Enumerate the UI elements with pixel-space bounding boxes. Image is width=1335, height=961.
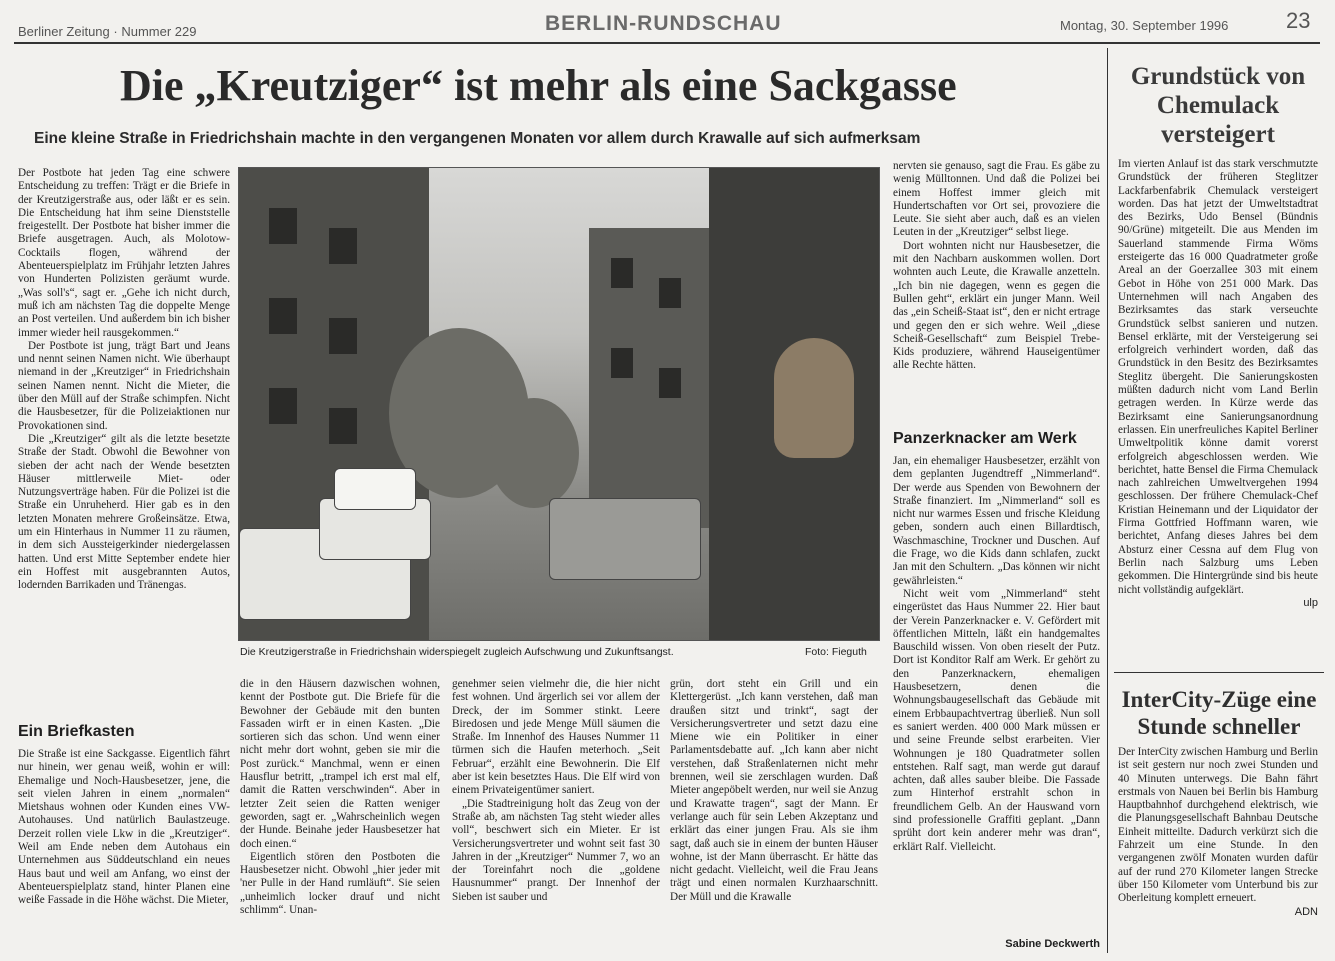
paragraph: Eigentlich stören den Postboten die Hausbesetzer nicht. Obwohl „hier jeder mit 'ner Pulle in der Hand rumläuft“. Sie seien „unheimlich locker drauf und nicht schlimm“. Unan- xyxy=(240,850,440,917)
paragraph: genehmer seien vielmehr die, die hier nicht fest wohnen. Und ärgerlich sei vor allem der Dreck, der im Sommer stinkt. Leere Biredosen und jede Menge Müll säumen die Straße. Im Innenhof des Hauses Nummer 11 türmen sich die Haufen meterhoch. „Seit Februar“, erzählt eine Bewohnerin. Die Elf aber ist kein besetztes Haus. Die Elf wird von einem Privateigentümer saniert. xyxy=(452,678,660,797)
paragraph: Im vierten Anlauf ist das stark verschmutzte Grundstück der früheren Steglitzer Lackfarbenfabrik Chemulack versteigert worden. Das hat jetzt der Umweltstadtrat des Bezirks, Udo Bensel (Bündnis 90/Grüne) mitgeteilt. Die aus Menden im Sauerland stammende Firma Wöms ersteigerte das 16 000 Quadratmeter große Areal an der Goerzallee 303 mit einem Gebot in Höhe von 251 000 Mark. Das Unternehmen will nach Angaben des Bezirksamtes das stark verseuchte Grundstück selbst sanieren und nutzen. Bensel erklärte, mit der Versteigerung sei erfolgreich verhindert worden, daß das Grundstück in den Besitz des Bezirksamtes Steglitz übergeht. Die Sanierungskosten müßten dadurch nicht vom Land Berlin getragen werden. In Kürze werde das Bezirksamt eine Sanierungsanordnung erlassen. Ein unerfreuliches Kapitel Berliner Umweltpolitik könne damit vorerst erfolgreich abgeschlossen werden. Wie berichtet, hatte Bensel die Firma Chemulack nach zahlreichen Umweltvergehen 1994 geschlossen. Der frühere Chemulack-Chef Kristian Heinemann und der Liquidator der Firma Gottfried Hoffmann waren, wie berichtet, Anfang dieses Jahres bei dem Absturz einer Cessna auf dem Flug von Berlin nach Salzburg ums Leben gekommen. Die Hintergründe sind bis heute nicht vollständig aufgeklärt. xyxy=(1118,158,1318,596)
paragraph: Die Straße ist eine Sackgasse. Eigentlich fährt nur hinein, wer genau weiß, wohin er will: Ehemalige und Noch-Hausbesetzer, jene, die seit vielen Jahren in einem „normalen“ Mietshaus wohnen oder Kunden eines VW-Autohauses. Und natürlich Baulastzeuge. Derzeit rollen viele Lkw in die „Kreutziger“. Weil am Ende neben dem Autohaus ein Unternehmen aus Süddeutschland ein neues Haus baut und weil am Anfang, wo einst der Abenteuerspielplatz stand, hinter Planen eine weiße Fassade in die Höhe wächst. Die Mieter, xyxy=(18,748,230,907)
paragraph: Der Postbote ist jung, trägt Bart und Jeans und nennt seinen Namen nicht. Wie überhaupt niemand in der „Kreutziger“ in Friedrichshain seinen Namen nennt. Nicht die Mieter, die über den Müll auf der Straße schimpfen. Nicht die Hausbesetzer, für die Polizeiaktionen nur Provokationen sind. xyxy=(18,339,230,432)
subheading-briefkasten: Ein Briefkasten xyxy=(18,723,135,740)
paragraph: Die „Kreutziger“ gilt als die letzte besetzte Straße der Stadt. Obwohl die Bewohner von sieben der acht nach der Wende besetzten Häuser mittlerweile Miet- oder Nutzungsverträge haben. Für die Polizei ist die Straße ein Unruheherd. Hier gab es in den letzten Monaten mehrere Großeinsätze. Etwa, um ein Hinterhaus in Nummer 11 zu räumen, in dem sich Aussteigerkinder niedergelassen hatten. Und erst Mitte September endete hier ein Hoffest mit ausgebrannten Autos, lodernden Barrikaden und Tränengas. xyxy=(18,432,230,592)
paragraph: die in den Häusern dazwischen wohnen, kennt der Postbote gut. Die Briefe für die Bewohner der Gebäude mit den bunten Fassaden wirft er in einen Kasten. „Die sortieren sich das schon. Und wenn einer nicht mehr dort wohnt, geben sie mir die Post zurück.“ Manchmal, wenn er einen Hausflur betritt, „trampel ich erst mal elf, damit die Ratten verschwinden“. Aber in letzter Zeit seien die Ratten weniger geworden, sagt er. „Wahrscheinlich wegen der Hunde. Beinahe jeder Hausbesetzer hat doch einen.“ xyxy=(240,678,440,850)
paragraph: „Die Stadtreinigung holt das Zeug von der Straße ab, am nächsten Tag steht wieder alles voll“, beschwert sich ein Mieter. Er ist Versicherungsvertreter und wohnt seit fast 30 Jahren in der „Kreutziger“ Nummer 7, wo an der Toreinfahrt noch die „goldene Hausnummer“ prangt. Der Innenhof der Sieben ist sauber und xyxy=(452,797,660,903)
side-headline-2: InterCity-Züge eine Stunde schneller xyxy=(1121,687,1317,739)
side-headline-1: Grundstück von Chemulack versteigert xyxy=(1130,63,1306,148)
paragraph: grün, dort steht ein Grill und ein Klettergerüst. „Ich kann verstehen, daß man draußen sitzt und trinkt“, sagt der Versicherungsvertreter und setzt dazu eine Miene wie ein Politiker in einer Parlamentsdebatte auf. „Ich kann aber nicht verstehen, daß Straßenlaternen nicht mehr brennen, weil sie zerschlagen wurden. Daß Mieter angepöbelt werden, nur weil sie Anzug und Krawatte tragen“, sagt der Mann. Er verlange auch für sein Leben Akzeptanz und erklärt das einer jungen Frau. Als sie ihm sagt, daß auch sie in einem der bunten Häuser wohne, ist der Mann überrascht. Er hätte das nicht gedacht. Vielleicht, weil die Frau Jeans trägt und einen normalen Kurzhaarschnitt. Der Müll und die Krawalle xyxy=(670,678,878,903)
subheading-panzerknacker: Panzerknacker am Werk xyxy=(893,430,1077,447)
text-column-5a xyxy=(893,160,1100,426)
paragraph: Der Postbote hat jeden Tag eine schwere Entscheidung zu treffen: Trägt er die Briefe in der Kreutzigerstraße aus, oder läßt er es sein. Die Entscheidung hat ihm seine Dienststelle freigestellt. Der Postbote hat bisher immer die Briefe ausgetragen. Auch, als Molotow-Cocktails flogen, während der Abenteuerspielplatz im Frühjahr letzten Jahres von Hunderten Polizisten geräumt wurde. „Was soll's“, sagt er. „Gehe ich nicht durch, muß ich am nächsten Tag die doppelte Menge an Post verteilen. Und außerdem bin ich bisher immer wieder heil rausgekommen.“ xyxy=(18,167,230,339)
side-article-1-body xyxy=(1118,158,1318,668)
street-photo xyxy=(238,167,880,641)
photo-caption: Die Kreutzigerstraße in Friedrichshain widerspiegelt zugleich Aufschwung und Zukunftsangst. xyxy=(240,646,674,658)
building-right xyxy=(589,228,719,528)
page-number: 23 xyxy=(1286,8,1311,33)
paragraph: Der InterCity zwischen Hamburg und Berlin ist seit gestern nur noch zwei Stunden und 40 Minuten unterwegs. Die Bahn fährt erstmals von Nauen bei Berlin bis Hamburg Hauptbahnhof durchgehend elektrisch, wie die Planungsgesellschaft Bahnbau Deutsche Einheit mitteilte. Dadurch verkürzt sich die Fahrzeit um eine Stunde. In den vergangenen zwölf Monaten wurden dafür auf der rund 270 Kilometer langen Strecke über 150 Kilometer vom Unterbund bis zur Oberleitung komplett erneuert. xyxy=(1118,746,1318,905)
paragraph: Dort wohnten nicht nur Hausbesetzer, die mit den Nachbarn auskommen wollen. Dort wohnten auch Leute, die Krawalle anzetteln. „Ich bin nie dagegen, wenn es gegen die Bullen geht“, erklärt ein junger Mann. Weil das „ein Scheiß-Staat ist“, den er nicht ertrage und gegen den er sich wehre. Weil „diese Scheiß-Gesellschaft“ zum Beispiel Trebe-Kids produziere, während Hauseigentümer alle Rechte hätten. xyxy=(893,239,1100,372)
side-divider xyxy=(1114,672,1324,673)
side-article-1-signature: ulp xyxy=(1303,596,1318,609)
military-jeep xyxy=(549,498,701,580)
newspaper-name: Berliner Zeitung · Nummer 229 xyxy=(18,24,197,39)
text-column-1b xyxy=(18,748,230,954)
text-column-3 xyxy=(452,678,660,954)
dog-in-truck xyxy=(774,338,854,458)
side-article-2-body xyxy=(1118,746,1318,952)
column-rule xyxy=(1107,48,1108,953)
text-column-5b xyxy=(893,455,1100,935)
side-article-2-signature: ADN xyxy=(1294,905,1318,918)
masthead-rule xyxy=(14,42,1320,44)
main-headline: Die „Kreutziger“ ist mehr als eine Sackgasse xyxy=(120,61,957,110)
paragraph: nervten sie genauso, sagt die Frau. Es gäbe zu wenig Mülltonnen. Und daß die Polizei bei einem Hoffest immer gleich mit Hundertschaften vor Ort sei, provoziere die Leute. Sie sieht aber auch, daß es an vielen Leuten in der „Kreutziger“ selbst liege. xyxy=(893,160,1100,239)
text-column-1 xyxy=(18,167,230,737)
text-column-4 xyxy=(670,678,878,954)
author-byline: Sabine Deckwerth xyxy=(1005,938,1100,950)
text-column-2 xyxy=(240,678,440,954)
photo-credit: Foto: Fieguth xyxy=(805,646,867,658)
paragraph: Nicht weit vom „Nimmerland“ steht eingerüstet das Haus Nummer 22. Hier baut der Verein Panzerknacker e. V. Gefördert mit öffentlichen Mitteln, läßt ein handgemaltes Bauschild wissen. Von oben rieselt der Putz. Dort ist Konditor Ralf am Werk. Er gehört zu den Panzerknackern, ehemaligen Hausbesetzern, denen die Wohnungsbaugesellschaft das Gebäude mit einem Erbbaupachtvertrag überließ. Nun soll es saniert werden. 400 000 Mark müssen er und seine Freunde selbst erarbeiten. Vier Wohnungen je 180 Quadratmeter sollen entstehen. Ralf sagt, man werde gut darauf achten, daß alles sauber bleibe. Die Fassade zum Hinterhof erstrahlt schon in freundlichem Gelb. An der Hauswand vorn sind professionelle Graffiti geplant. „Dann sprüht dort kein anderer mehr was dran“, erklärt Ralf. Vielleicht. xyxy=(893,587,1100,853)
section-title: BERLIN-RUNDSCHAU xyxy=(545,12,782,35)
camper-van xyxy=(334,468,416,510)
issue-date: Montag, 30. September 1996 xyxy=(1060,18,1229,33)
paragraph: Jan, ein ehemaliger Hausbesetzer, erzählt von dem geplanten Jugendtreff „Nimmerland“. Der werde aus Spenden von Bewohnern der Straße finanziert. Im „Nimmerland“ soll es nicht nur warmes Essen und frische Kleidung geben, sondern auch einen Billardtisch, Waschmaschine, Trockner und Duschen. Auf die Frage, wo die Kids dann schlafen, zuckt Jan mit den Schultern. „Das können wir nicht gewährleisten.“ xyxy=(893,455,1100,587)
main-subhead: Eine kleine Straße in Friedrichshain machte in den vergangenen Monaten vor allem durch Krawalle auf sich aufmerksam xyxy=(34,130,921,147)
tree xyxy=(489,398,579,508)
